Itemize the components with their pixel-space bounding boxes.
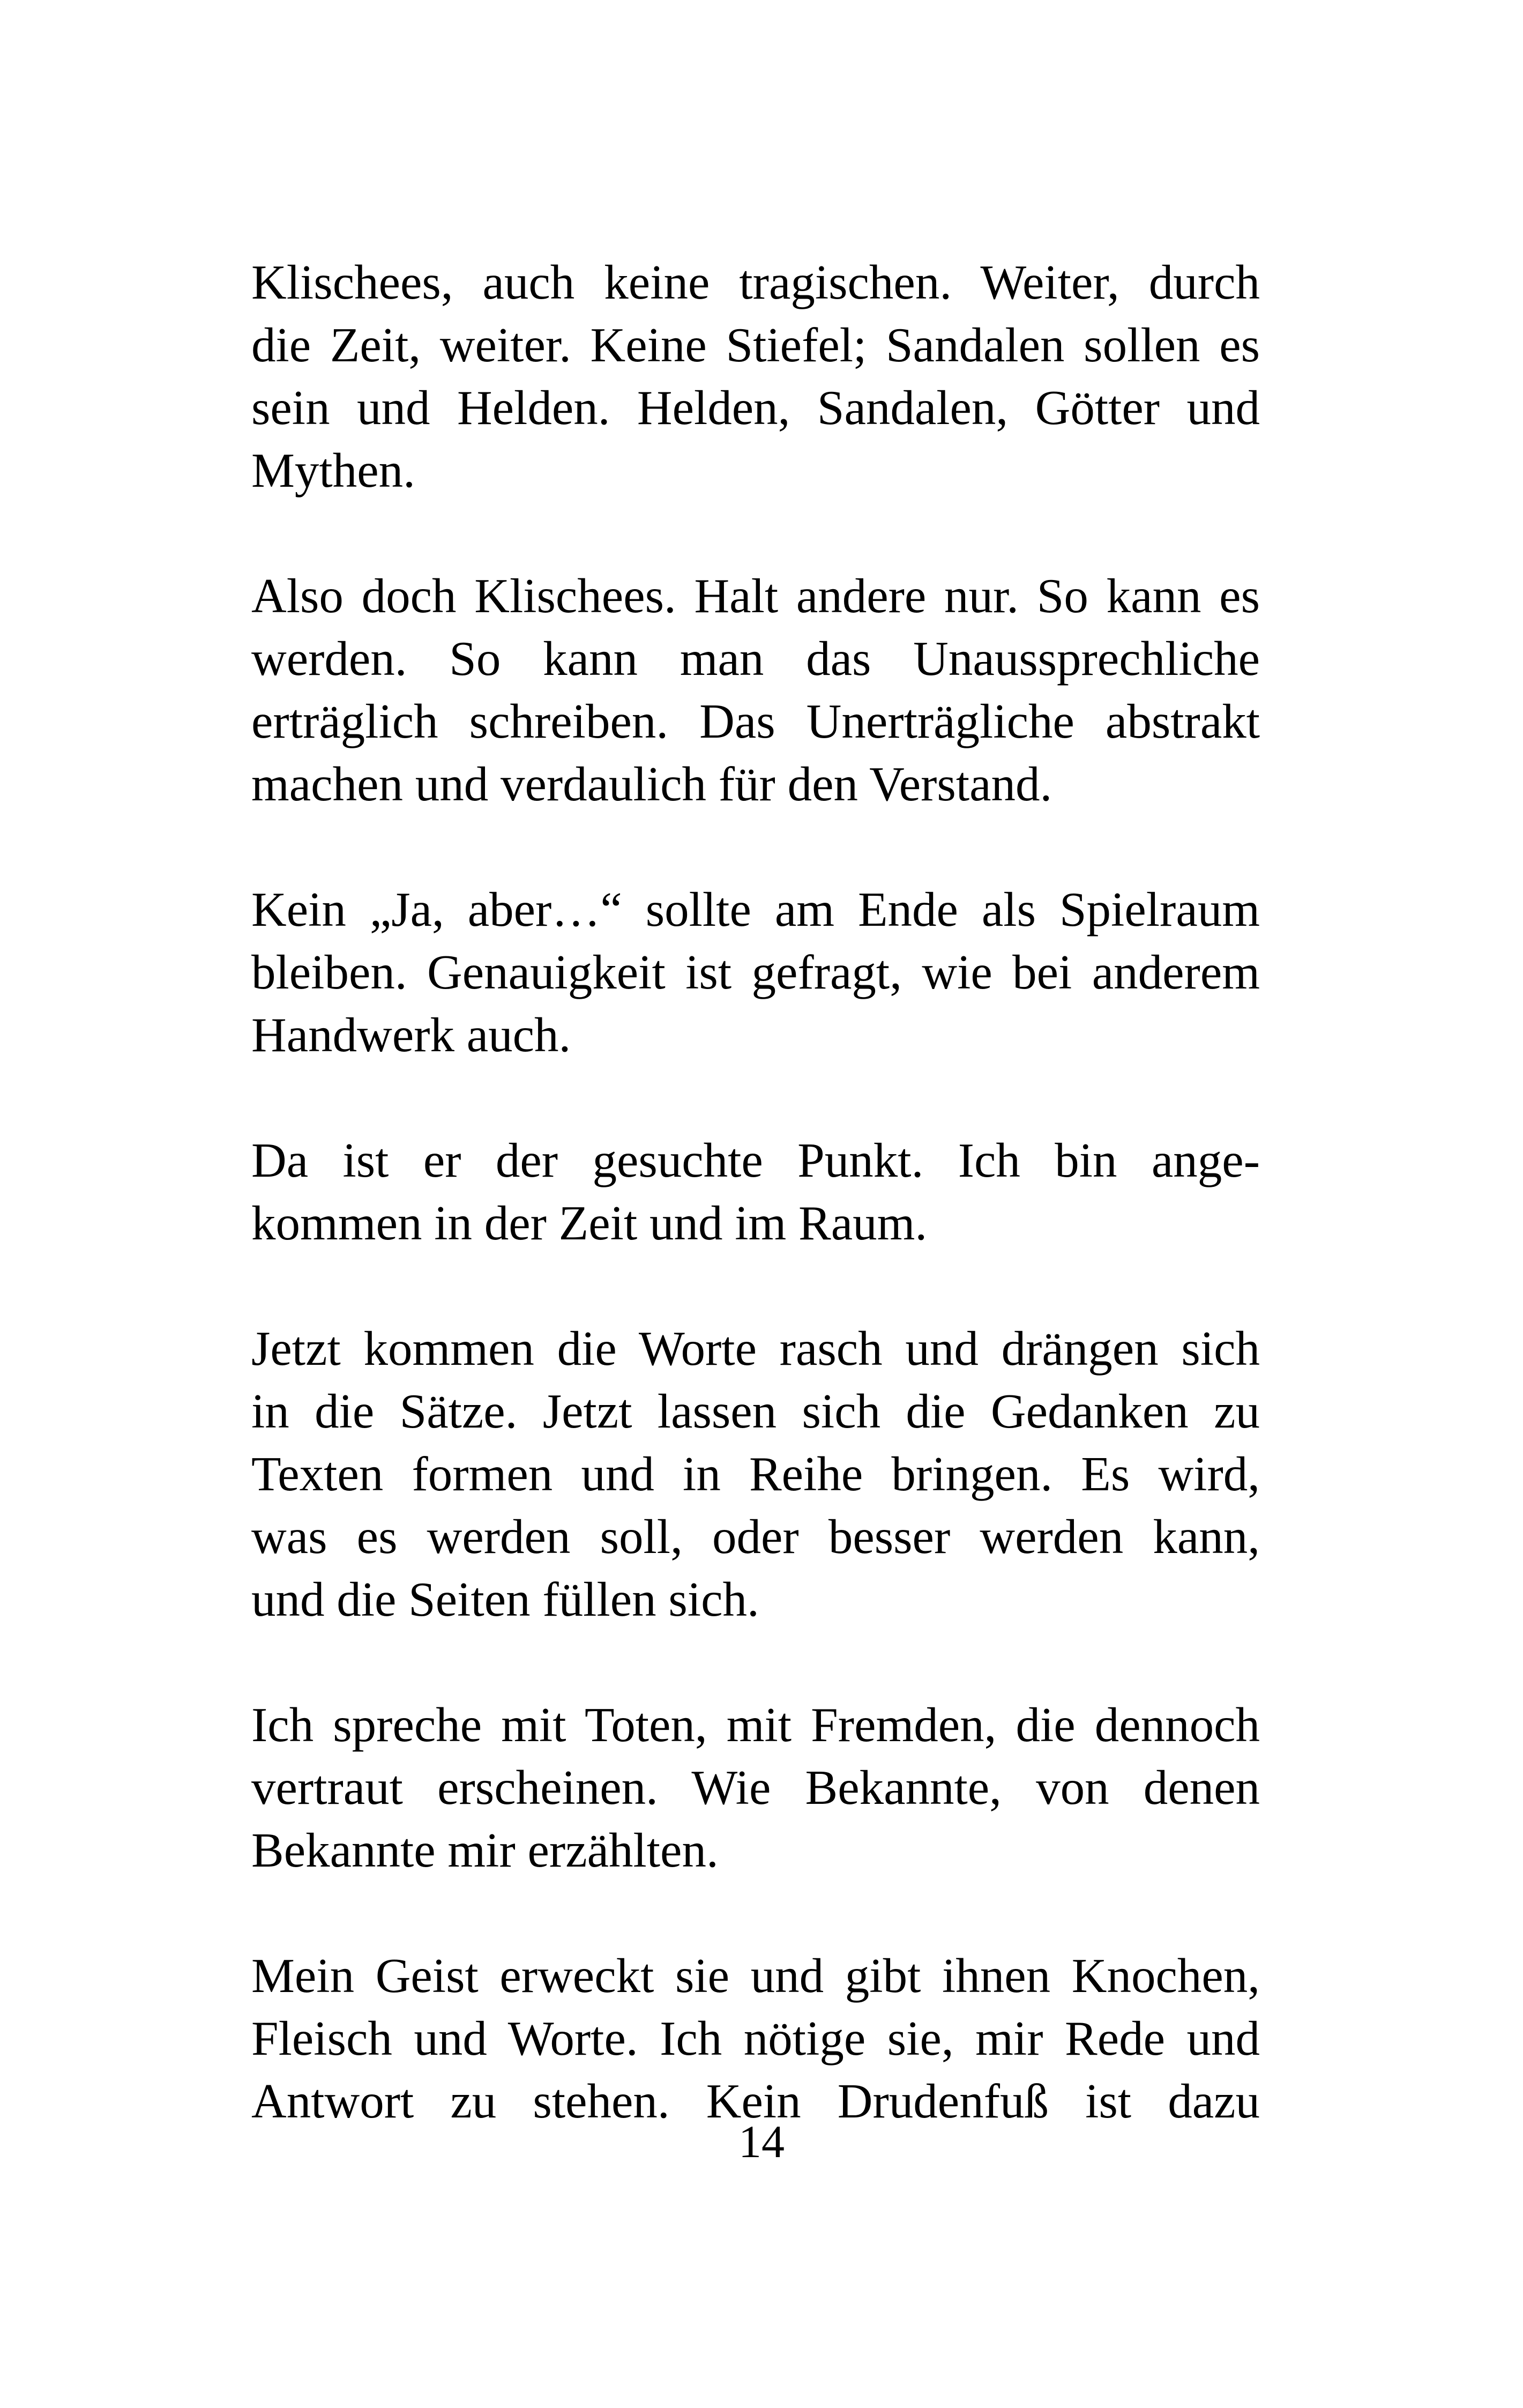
paragraph-7	[251, 1944, 1260, 2132]
text-line: werden. So kann man das Unaussprechliche	[251, 631, 1260, 686]
text-line: Mythen.	[251, 443, 415, 497]
text-line: sein und Helden. Helden, Sandalen, Götter und	[251, 381, 1260, 435]
body-text	[251, 251, 1260, 2195]
text-line: Texten formen und in Reihe bringen. Es wird,	[251, 1447, 1260, 1501]
text-line: was es werden soll, oder besser werden kann,	[251, 1510, 1260, 1564]
text-line: Handwerk auch.	[251, 1008, 571, 1062]
text-line: Mein Geist erweckt sie und gibt ihnen Knochen,	[251, 1949, 1260, 2003]
text-line: und die Seiten füllen sich.	[251, 1572, 759, 1626]
text-line: Fleisch und Worte. Ich nötige sie, mir Rede und	[251, 2011, 1260, 2065]
page-number: 14	[738, 2116, 785, 2167]
text-line: Da ist er der gesuchte Punkt. Ich bin ange-	[251, 1133, 1260, 1187]
text-line: Klischees, auch keine tragischen. Weiter, durch	[251, 255, 1260, 309]
paragraph-2	[251, 564, 1260, 815]
text-line: machen und verdaulich für den Verstand.	[251, 757, 1052, 811]
text-line: Antwort zu stehen. Kein Drudenfuß ist dazu	[251, 2074, 1260, 2128]
text-line: in die Sätze. Jetzt lassen sich die Gedanken zu	[251, 1384, 1260, 1438]
paragraph-1	[251, 251, 1260, 502]
text-line: Also doch Klischees. Halt andere nur. So kann es	[251, 569, 1260, 623]
text-line: Bekannte mir erzählten.	[251, 1823, 719, 1877]
text-line: Jetzt kommen die Worte rasch und drängen sich	[251, 1321, 1260, 1376]
text-line: die Zeit, weiter. Keine Stiefel; Sandalen sollen es	[251, 318, 1260, 372]
text-line: Kein „Ja, aber…“ sollte am Ende als Spielraum	[251, 882, 1260, 937]
paragraph-6	[251, 1693, 1260, 1882]
text-line: vertraut erscheinen. Wie Bekannte, von denen	[251, 1760, 1260, 1815]
text-line: kommen in der Zeit und im Raum.	[251, 1196, 928, 1250]
paragraph-5	[251, 1317, 1260, 1631]
paragraph-4	[251, 1129, 1260, 1254]
text-line: Ich spreche mit Toten, mit Fremden, die dennoch	[251, 1698, 1260, 1752]
text-line: erträglich schreiben. Das Unerträgliche abstrakt	[251, 694, 1260, 748]
text-line: bleiben. Genauigkeit ist gefragt, wie bei anderem	[251, 945, 1260, 999]
paragraph-3	[251, 878, 1260, 1066]
